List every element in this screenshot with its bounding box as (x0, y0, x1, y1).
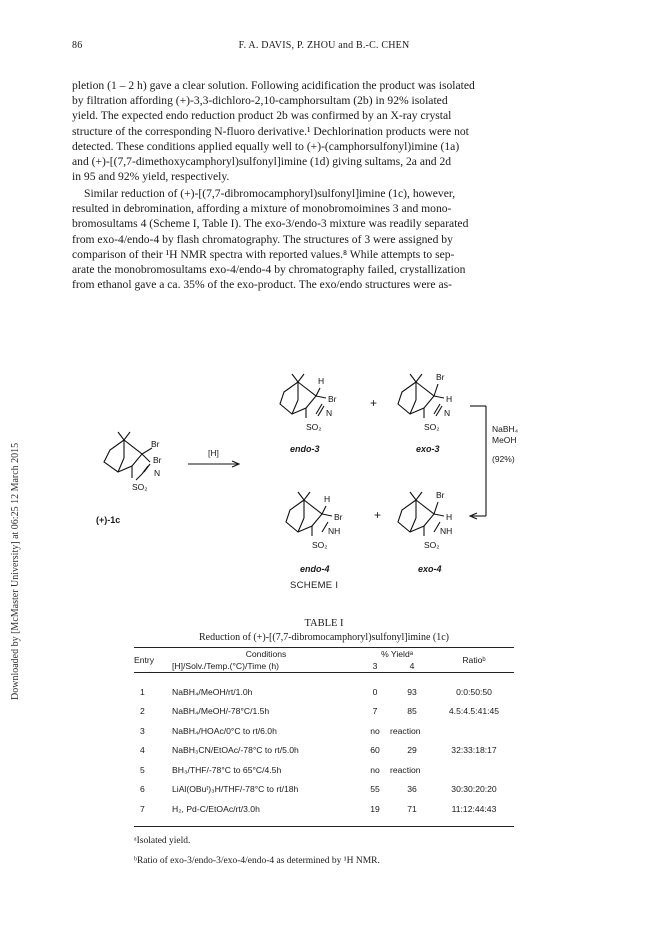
reaction-arrow (186, 460, 246, 470)
label-endo-3: endo-3 (290, 444, 320, 454)
table-title: TABLE I (304, 618, 344, 629)
cell-conditions: LiAl(OBuᵗ)₃H/THF/-78°C to rt/18h (172, 784, 299, 795)
cell-yield-4: 36 (407, 784, 417, 795)
cell-ratio: 11:12:44:43 (451, 803, 497, 814)
cell-yield-3: 55 (370, 784, 380, 795)
cell-ratio: 0:0:50:50 (456, 686, 492, 697)
text-line: in 95 and 92% yield, respectively. (72, 170, 230, 184)
header-conditions-sub: [H]/Solv./Temp.(°C)/Time (h) (172, 661, 280, 671)
text-line: and (+)-[(7,7-dimethoxycamphoryl)sulfonyl]imine (1d) giving sultams, 2a and 2d (72, 155, 452, 169)
paragraph-2 (72, 186, 570, 292)
plus-sign: + (370, 396, 378, 410)
atom-label: SO₂ (424, 422, 440, 432)
text-line: bromosultams 4 (Scheme I, Table I). The exo-3/endo-3 mixture was readily separated (72, 217, 469, 231)
cell-yield-3: no (370, 725, 380, 736)
header-yield: % Yieldᵃ (381, 649, 413, 659)
cell-entry: 3 (140, 725, 145, 736)
atom-label: N (444, 408, 451, 418)
text-line: comparison of their ¹H NMR spectra with reported values.⁸ While attempts to sep- (72, 247, 455, 261)
plus-sign: + (374, 508, 382, 522)
label-exo-3: exo-3 (416, 444, 440, 454)
table-row (134, 682, 514, 702)
cell-ratio: 30:30:20:20 (451, 784, 497, 795)
label-exo-4: exo-4 (418, 564, 442, 574)
atom-label: Br (151, 439, 160, 449)
footnote-b: ᵇRatio of exo-3/endo-3/exo-4/endo-4 as determined by ¹H NMR. (134, 856, 380, 866)
conditions-solvent: MeOH (492, 435, 517, 445)
structure-exo-3 (394, 370, 474, 440)
header-col-4: 4 (409, 661, 415, 671)
atom-label: H (446, 512, 453, 522)
atom-label: N (326, 408, 333, 418)
cell-yield-4: reaction (390, 725, 421, 736)
table-row (134, 702, 514, 722)
cell-yield-3: 19 (370, 803, 380, 814)
cell-entry: 2 (140, 706, 145, 717)
table-row (134, 780, 514, 800)
atom-label: H (324, 494, 331, 504)
text-line: structure of the corresponding N-fluoro derivative.¹ Dechlorination products were not (72, 124, 469, 138)
cell-entry: 5 (140, 764, 145, 775)
atom-label: H (318, 376, 325, 386)
text-line: from ethanol gave a ca. 35% of the exo-product. The exo/endo structures were as- (72, 278, 452, 292)
text-line: arate the monobromosultams exo-4/endo-4 by chromatography failed, crystallization (72, 263, 466, 277)
label-1c: (+)-1c (96, 515, 121, 525)
cell-yield-4: 71 (407, 803, 417, 814)
atom-label: SO₂ (306, 422, 322, 432)
header-col-3: 3 (372, 661, 378, 671)
cell-ratio (434, 760, 514, 780)
atom-label: NH (328, 526, 341, 536)
results-table-body (134, 682, 514, 819)
text-line: by filtration affording (+)-3,3-dichloro-2,10-camphorsultam (2b) in 92% isolated (72, 94, 448, 108)
cell-conditions: NaBH₃CN/EtOAc/-78°C to rt/5.0h (172, 745, 299, 756)
paragraph-1 (72, 78, 570, 184)
cell-ratio (434, 721, 514, 741)
text-line: resulted in debromination, affording a mixture of monobromoimines 3 and mono- (72, 202, 452, 216)
page-number: 86 (72, 40, 83, 51)
conditions-block (492, 424, 518, 465)
cell-yield-4: 29 (407, 745, 417, 756)
structure-exo-4 (394, 488, 474, 558)
table-row (134, 760, 514, 780)
atom-label: Br (334, 512, 343, 522)
running-header-authors: F. A. DAVIS, P. ZHOU and B.-C. CHEN (238, 40, 410, 51)
atom-label: Br (436, 490, 445, 500)
cell-entry: 1 (140, 686, 145, 697)
footnote-a: ᵃIsolated yield. (134, 836, 191, 846)
cell-conditions: BH₃/THF/-78°C to 65°C/4.5h (172, 764, 282, 775)
cell-ratio: 4.5:4.5:41:45 (448, 706, 500, 717)
text-line: pletion (1 – 2 h) gave a clear solution. Following acidification the product was isolated (72, 79, 475, 92)
cell-conditions: NaBH₄/HOAc/0°C to rt/6.0h (172, 725, 277, 736)
cell-conditions: H₂, Pd-C/EtOAc/rt/3.0h (172, 803, 260, 814)
table-row (134, 799, 514, 819)
atom-label: H (446, 394, 453, 404)
atom-label: SO₂ (132, 482, 148, 492)
header-ratio: Ratioᵇ (462, 655, 486, 665)
conditions-reagent: NaBH₄ (492, 424, 519, 434)
text-line: yield. The expected endo reduction product 2b was confirmed by an X-ray crystal (72, 109, 452, 123)
cell-yield-3: no (370, 764, 380, 775)
text-line: from exo-4/endo-4 by flash chromatography. The structures of 3 were assigned by (72, 232, 453, 246)
table-bottom-rule (134, 826, 514, 827)
structure-endo-3 (276, 370, 356, 440)
table-subtitle: Reduction of (+)-[(7,7-dibromocamphoryl)sulfonyl]imine (1c) (198, 632, 449, 643)
atom-label: NH (440, 526, 453, 536)
text-line: detected. These conditions applied equally well to (+)-(camphorsulfonyl)imine (1a) (72, 139, 460, 153)
atom-label: SO₂ (424, 540, 440, 550)
atom-label: Br (436, 372, 445, 382)
cell-entry: 6 (140, 784, 145, 795)
cell-yield-3: 0 (372, 686, 378, 697)
table-row (134, 741, 514, 761)
cell-yield-3: 7 (372, 706, 378, 717)
atom-label: Br (153, 455, 162, 465)
reagent-label: [H] (208, 448, 219, 458)
cell-yield-4: 93 (407, 686, 417, 697)
text-line: Similar reduction of (+)-[(7,7-dibromocamphoryl)sulfonyl]imine (1c), however, (84, 187, 456, 200)
label-endo-4: endo-4 (300, 564, 330, 574)
cell-yield-4: 85 (407, 706, 417, 717)
header-conditions: Conditions (245, 649, 287, 659)
scheme-caption: SCHEME I (290, 580, 339, 591)
table-row (134, 721, 514, 741)
cell-conditions: NaBH₄/MeOH/-78°C/1.5h (172, 706, 270, 717)
atom-label: SO₂ (312, 540, 328, 550)
atom-label: Br (328, 394, 337, 404)
cell-yield-3: 60 (370, 745, 380, 756)
structure-endo-4 (282, 488, 362, 558)
cell-entry: 4 (140, 745, 145, 756)
download-notice-text: Downloaded by [McMaster University] at 06:25 12 March 2015 (10, 442, 21, 700)
cell-yield-4: reaction (390, 764, 421, 775)
conditions-yield: (92%) (492, 454, 515, 464)
atom-label: N (154, 468, 161, 478)
structure-1c (96, 428, 176, 498)
cell-entry: 7 (140, 803, 145, 814)
header-entry: Entry (134, 655, 155, 665)
cell-ratio: 32:33:18:17 (451, 745, 497, 756)
cell-conditions: NaBH₄/MeOH/rt/1.0h (172, 686, 253, 697)
